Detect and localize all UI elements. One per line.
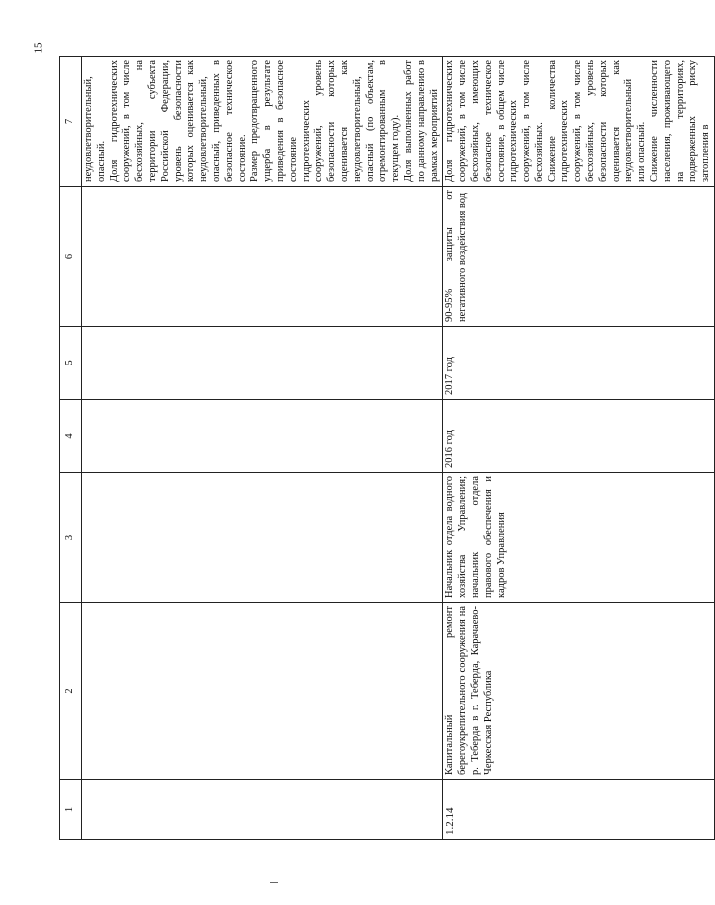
measure-name-cell: [82, 603, 443, 780]
header-cell: 5: [60, 327, 82, 400]
measure-name-cell: Капитальный ремонт берегоукрепительного сооружения на р. Теберда в г. Теберда, Карачаево-Черкесская Республика: [443, 603, 715, 780]
end-year-cell: [82, 327, 443, 400]
header-cell: 4: [60, 400, 82, 473]
start-year-cell: [82, 400, 443, 473]
end-year-cell: 2017 год: [443, 327, 715, 400]
responsible-cell: Начальник отдела водного хозяйства Управления; начальник отдела правового обеспечения и кадров Управления: [443, 473, 715, 603]
row-number-cell: 1.2.14: [443, 780, 715, 840]
indicators-cell: Доля гидротехнических сооружений, в том числе бесхозяйных, имеющих безопасное техническое состояние, в общем числе гидротехнических сооружений, в том числе бесхозяйных. Снижение количества гидротехнических сооружений, в том числе бесхозяйных, уровень безопасности которых оценивается как неудовлетворительный или опасный. Снижение численности населения, проживающего на территориях, подверженных риску затопления в: [443, 57, 715, 187]
page-number: 15: [32, 42, 45, 54]
responsible-cell: [82, 473, 443, 603]
header-cell: 1: [60, 780, 82, 840]
expected-result-cell: 90-95% защиты от негативного воздействия вод: [443, 187, 715, 327]
table-row: [443, 57, 715, 840]
table-row: [82, 57, 443, 840]
expected-result-cell: [82, 187, 443, 327]
header-cell: 3: [60, 473, 82, 603]
measures-table: [59, 56, 715, 840]
scan-mark: [270, 882, 278, 883]
header-cell: 6: [60, 187, 82, 327]
start-year-cell: 2016 год: [443, 400, 715, 473]
table-header-row: [60, 57, 82, 840]
indicators-cell: неудовлетворительный, опасный. Доля гидротехнических сооружений, в том числе бесхозяйных, на территории субъекта Российской Федерации, уровень безопасности которых оценивается как неудовлетворительный, опасный, приведенных в безопасное техническое состояние. Размер предотвращенного ущерба в результате приведения в безопасное состояние гидротехнических сооружений, уровень безопасности которых оценивается как неудовлетворительный, опасный (по объектам, отремонтированным в текущем году). Доля выполненных работ по данному направлению в рамках мероприятий: [82, 57, 443, 187]
rotated-table-container: [59, 57, 712, 840]
row-number-cell: [82, 780, 443, 840]
header-cell: 2: [60, 603, 82, 780]
header-cell: 7: [60, 57, 82, 187]
